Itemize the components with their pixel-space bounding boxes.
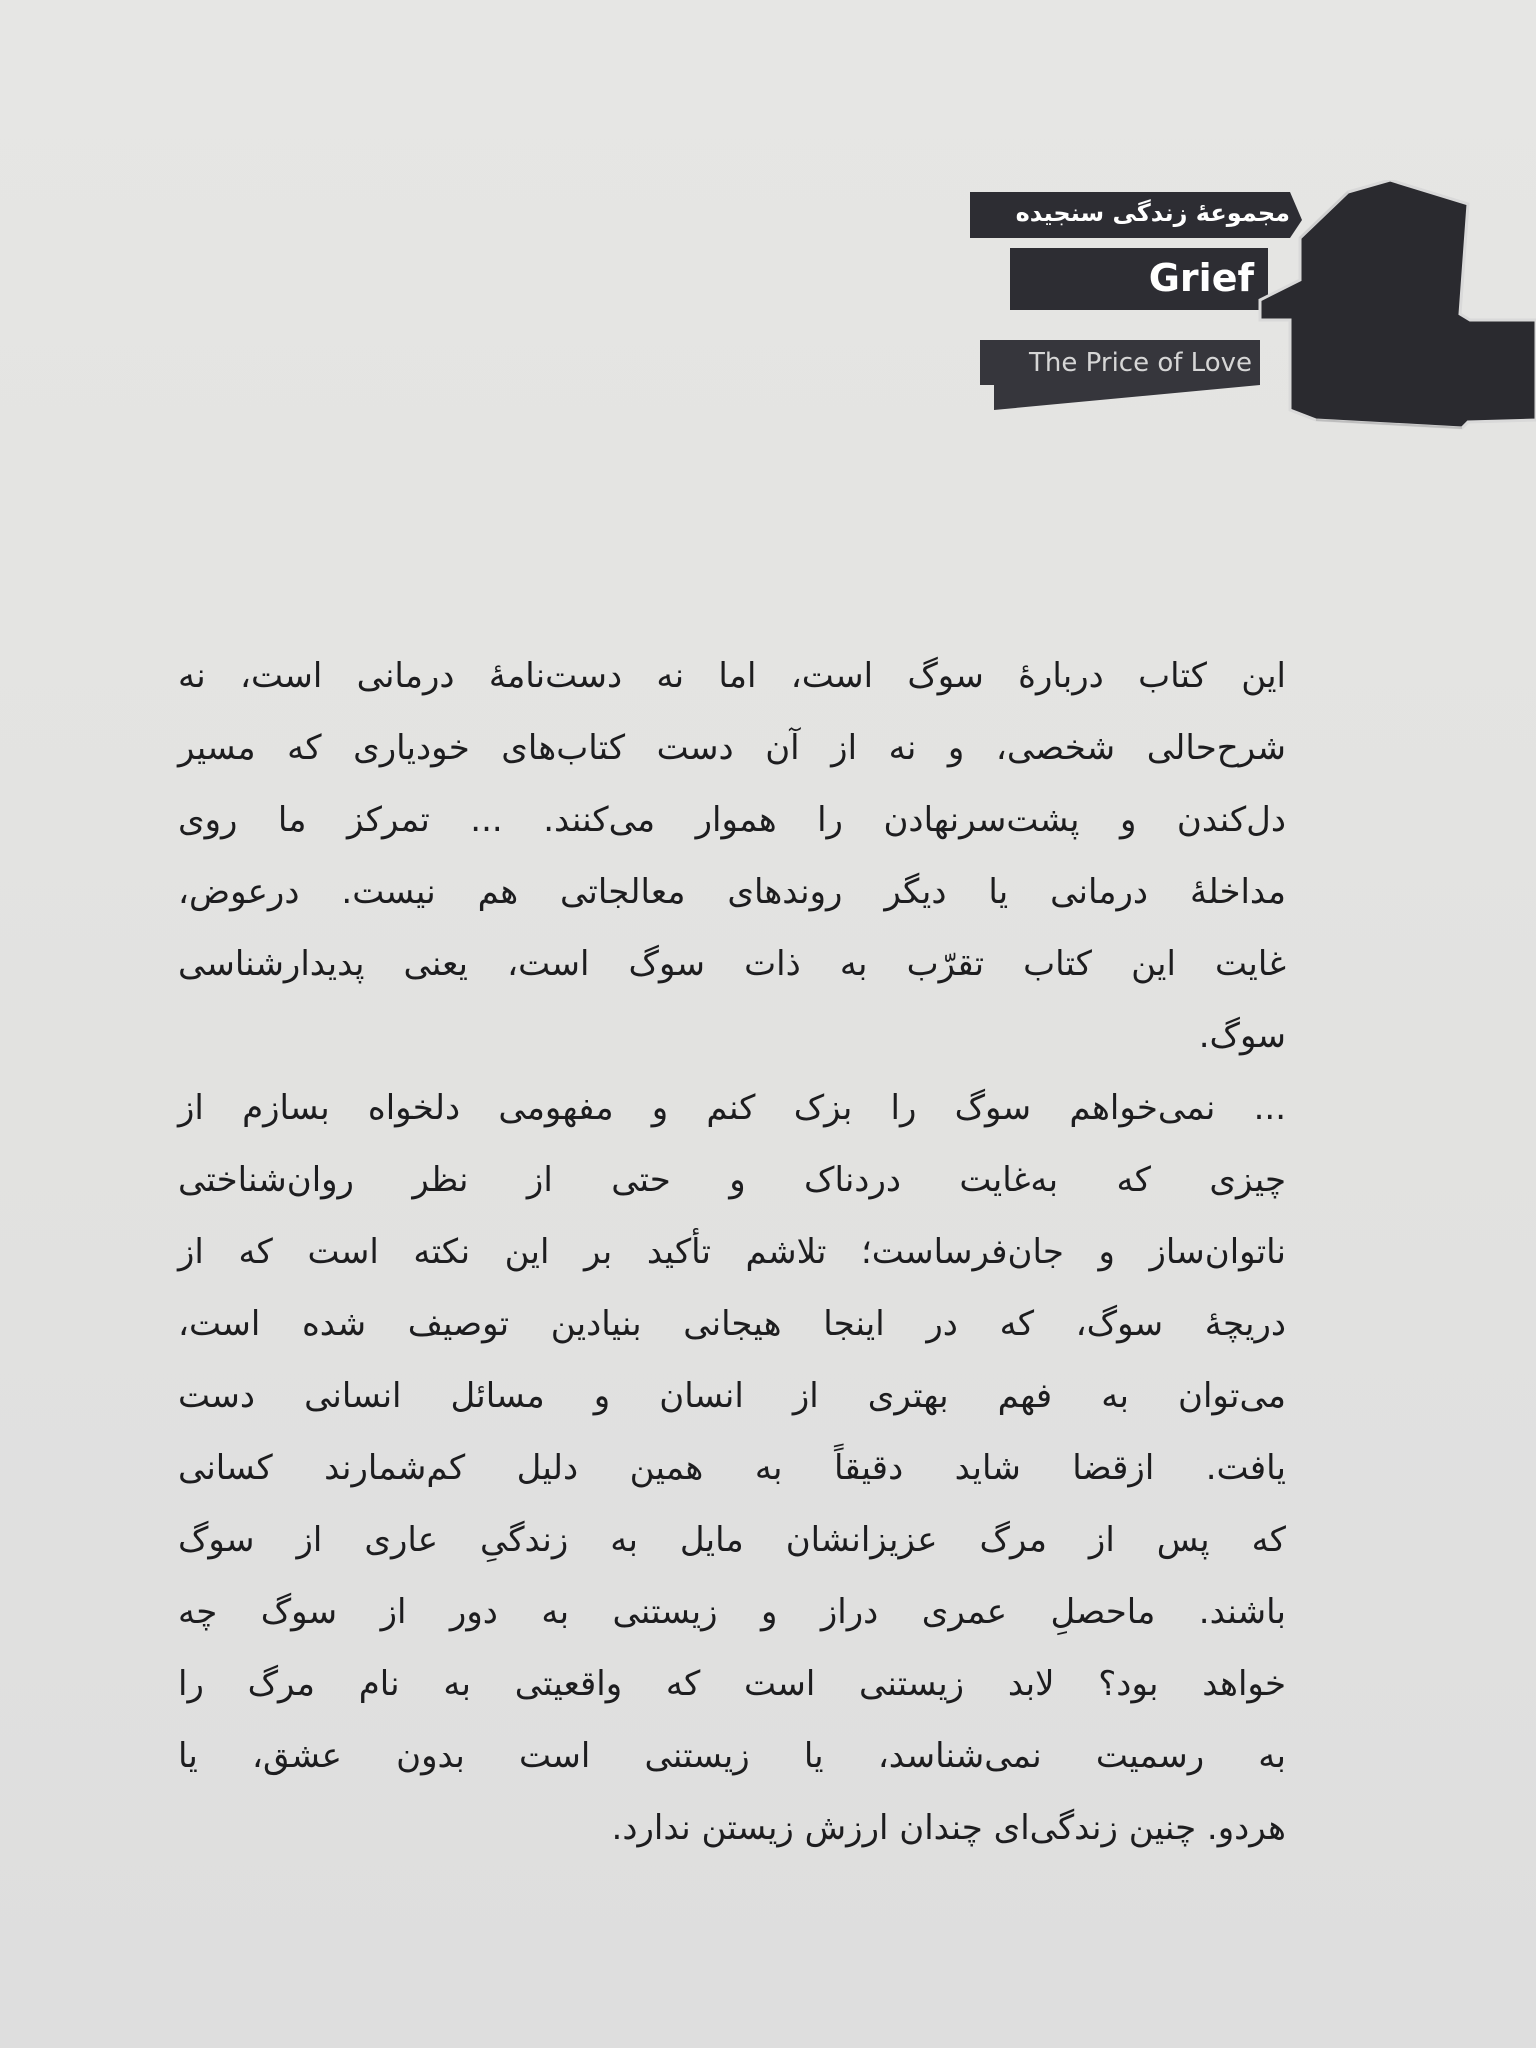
text-line: سوگ.	[1198, 1016, 1286, 1056]
text-line: یافت. ازقضا شاید دقیقاً به همین دلیل کم‌شمارند کسانی	[178, 1448, 1286, 1488]
series-badge	[970, 180, 1536, 430]
book-title: Grief	[1148, 256, 1254, 300]
house-icon	[1260, 180, 1536, 428]
text-line: هردو. چنین زندگی‌ای چندان ارزش زیستن ندارد.	[611, 1808, 1286, 1848]
blurb-text	[178, 640, 1286, 1864]
text-line: غایت این کتاب تقرّب به ذات سوگ است، یعنی پدیدارشناسی	[178, 944, 1286, 984]
text-line: این کتاب دربارهٔ سوگ است، اما نه دست‌نامهٔ درمانی است، نه	[178, 656, 1286, 696]
text-line: ... نمی‌خواهم سوگ را بزک کنم و مفهومی دلخواه بسازم از	[178, 1088, 1286, 1128]
text-line: دریچهٔ سوگ، که در اینجا هیجانی بنیادین توصیف شده است،	[178, 1304, 1286, 1344]
text-line: ناتوان‌ساز و جان‌فرساست؛ تلاشم تأکید بر این نکته است که از	[178, 1232, 1286, 1272]
paragraph-2	[178, 1072, 1286, 1864]
text-line: باشند. ماحصلِ عمری دراز و زیستنی به دور از سوگ چه	[178, 1592, 1286, 1632]
text-line: دل‌کندن و پشت‌سرنهادن را هموار می‌کنند. ... تمرکز ما روی	[178, 800, 1286, 840]
text-line: مداخلهٔ درمانی یا دیگر روندهای معالجاتی هم نیست. درعوض،	[178, 872, 1286, 912]
text-line: چیزی که به‌غایت دردناک و حتی از نظر روان‌شناختی	[178, 1160, 1286, 1200]
text-line: شرح‌حالی شخصی، و نه از آن دست کتاب‌های خودیاری که مسیر	[178, 728, 1286, 768]
text-line: که پس از مرگ عزیزانشان مایل به زندگیِ عاری از سوگ	[178, 1520, 1286, 1560]
book-subtitle: The Price of Love	[1029, 348, 1252, 378]
series-name: مجموعهٔ زندگی سنجیده	[1015, 199, 1290, 227]
text-line: خواهد بود؟ لابد زیستنی است که واقعیتی به نام مرگ را	[178, 1664, 1286, 1704]
text-line: به رسمیت نمی‌شناسد، یا زیستنی است بدون عشق، یا	[178, 1736, 1286, 1776]
paragraph-1	[178, 640, 1286, 1072]
text-line: می‌توان به فهم بهتری از انسان و مسائل انسانی دست	[178, 1376, 1286, 1416]
